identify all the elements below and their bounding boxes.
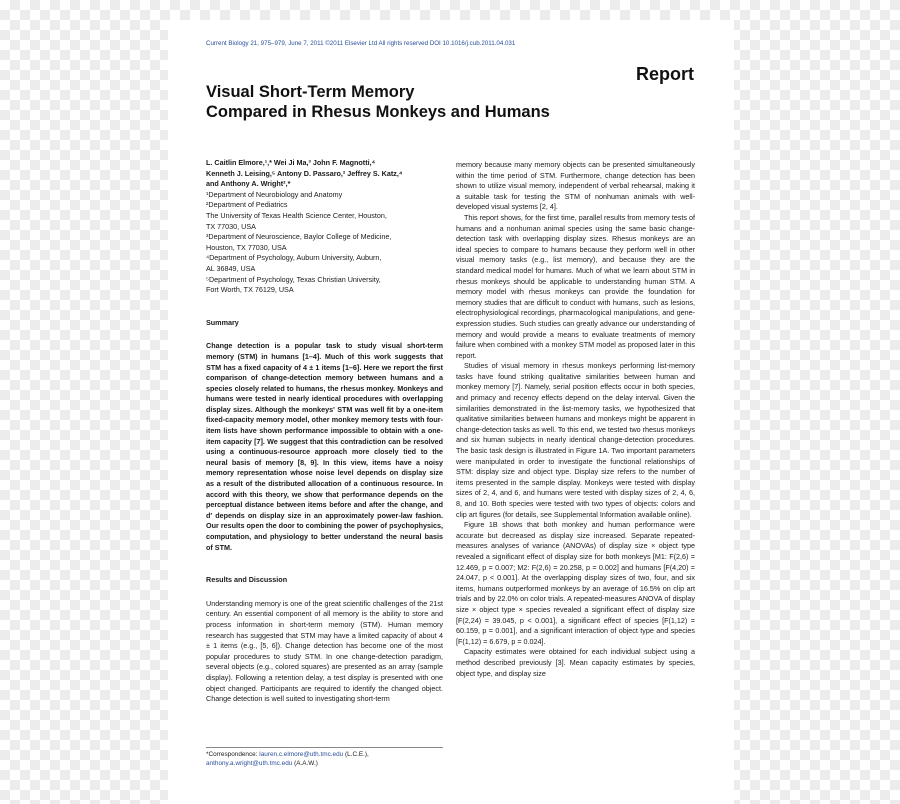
correspondence-footnote [206,747,443,768]
body-paragraph: memory because many memory objects can be presented simultaneously within the time period of STM. Furthermore, change detection has been shown to utilize visual memory, independent of verbal rehearsal, making it a suitable task for testing the STM of nonhuman animals with well-developed visual systems [2, 4]. [456,160,695,212]
body-paragraph: Studies of visual memory in rhesus monkeys performing list-memory tasks have found striking qualitative similarities between human and monkey memory [7]. Namely, serial position effects occur in both species, and primacy and recency effects depend on the delay interval. Given the similarities demonstrated in the list-memory tasks, we hypothesized that qualitative similarities between humans and monkeys might be apparent in change-detection tasks as well. To this end, we tested two rhesus monkeys and six human subjects in nearly identical change-detection procedures. The basic task design is illustrated in Figure 1A. Two important parameters were manipulated in order to investigate the functional relationships of STM: display size and object type. Display size refers to the number of items presented in the sample display. Monkeys were tested with display sizes of 2, 4, and 6, and humans were tested with display sizes of 2, 4, 6, 8, and 10. Both species were tested with two types of objects: colors and clip art figures (for details, see Supplemental Information available online). [456,361,695,519]
affiliation-line: ⁵Department of Psychology, Texas Christian University, [206,274,381,284]
title-line-1: Visual Short-Term Memory [206,83,415,101]
journal-citation: Current Biology 21, 975–979, June 7, 2011 ©2011 Elsevier Ltd All rights reserved DOI 10.1016/j.cub.2011.04.031 [206,40,516,47]
body-paragraph: Figure 1B shows that both monkey and human performance were accurate but decreased as display size increased. Separate repeated-measures analyses of variance (ANOVAs) of display size × object type revealed a significant effect of display size for both monkeys [M1: F(2,6) = 12.469, p = 0.007; M2: F(2,6) = 20.258, p = 0.002] and humans [F(4,20) = 24.047, p < 0.001]. At the overlapping display sizes of two, four, and six items, humans outperformed monkeys by an average of 16.5% on clip art trials and by 22.0% on color trials. A repeated-measures ANOVA of display size × object type × species revealed a significant effect of display size [F(2,24) = 39.045, p < 0.001], a significant effect of species [F(1,12) = 60.159, p = 0.001], and a significant interaction of object type and species [F(1,12) = 6.679, p = 0.024]. [456,520,695,646]
correspondence-initials: (A.A.W.) [294,760,318,767]
left-column [206,158,443,705]
affiliation-line: ³Department of Neuroscience, Baylor College of Medicine, [206,232,392,242]
affiliation-line: ¹Department of Neurobiology and Anatomy [206,189,343,199]
affiliation-line: AL 36849, USA [206,263,256,273]
results-heading: Results and Discussion [206,575,288,585]
paper-page [168,20,734,804]
summary-paragraph: Change detection is a popular task to study visual short-term memory (STM) in humans [1–4]. Much of this work suggests that STM has a fixed capacity of 4 ± 1 items [1–6]. Here we report the first comparison of change-detection memory between humans and a species closely related to humans, the rhesus monkey. Monkeys and humans were tested in nearly identical procedures with overlapping display sizes. Although the monkeys' STM was well fit by a one-item fixed-capacity memory model, other monkey memory tests with four-item lists have shown performance impossible to obtain with a one-item capacity [7]. We suggest that this contradiction can be resolved using a continuous-resource approach more closely tied to the neural basis of memory [8, 9]. In this view, items have a noisy memory representation whose noise level depends on display size as a result of the distributed allocation of a continuous resource. In accord with this theory, we show that performance depends on the perceptual distance between items before and after the change, and d′ depends on display size in an approximately power-law fashion. Our results open the door to combining the power of psychophysics, computation, and physiology to better understand the neural basis of STM. [206,341,443,552]
affiliations [206,190,443,296]
title-line-2: Compared in Rhesus Monkeys and Humans [206,103,550,121]
article-title [206,82,686,122]
summary-heading: Summary [206,317,239,327]
author-line: and Anthony A. Wright²,* [206,179,291,189]
author-list [206,158,443,190]
affiliation-line: ²Department of Pediatrics [206,200,288,210]
affiliation-line: The University of Texas Health Science Center, Houston, [206,210,387,220]
correspondence-initials: (L.C.E.), [345,751,369,758]
author-line: L. Caitlin Elmore,¹,* Wei Ji Ma,³ John F. Magnotti,⁴ [206,158,376,167]
results-paragraph: Understanding memory is one of the great scientific challenges of the 21st century. An essential component of all memory is the ability to store and process information in short-term memory (STM). Human memory research has suggested that STM may have a limited capacity of about 4 ± 1 items (e.g., [5, 6]). Change detection has become one of the most popular procedures to study STM. In one change-detection paradigm, several objects (e.g., colored squares) are presented as an array (sample display). Following a retention delay, a test display is presented with one object changed. Participants are required to identify the changed object. Change detection is well suited to investigating short-term [206,598,443,704]
body-paragraph: Capacity estimates were obtained for each individual subject using a method described previously [3]. Mean capacity estimates by species, object type, and display size [456,647,695,678]
correspondence-label: *Correspondence: [206,751,258,758]
affiliation-line: ⁴Department of Psychology, Auburn University, Auburn, [206,253,382,263]
body-paragraph: This report shows, for the first time, parallel results from memory tests of humans and a nonhuman animal species using the same basic change-detection task with overlapping display sizes. Rhesus monkeys are an ideal species to compare to humans because they perform well in other visual memory tasks (e.g., list memory), and because they are the standard medical model for humans. Much of what we learn about STM in rhesus monkeys should be applicable to understanding human STM. A memory model with rhesus monkeys can provide the foundation for memory studies that are difficult to conduct with humans, such as lesions, electrophysiological recordings, pharmacological manipulations, and gene-expression studies. Such studies can greatly advance our understanding of memory and would provide a means to evaluate treatments of memory failure when combined with a monkey STM model as proposed later in this report. [456,212,695,360]
author-line: Kenneth J. Leising,⁵ Antony D. Passaro,² Jeffrey S. Katz,⁴ [206,168,403,178]
affiliation-line: TX 77030, USA [206,221,256,231]
right-column [456,160,695,679]
email-link[interactable]: lauren.c.elmore@uth.tmc.edu [259,751,344,758]
affiliation-line: Fort Worth, TX 76129, USA [206,285,294,295]
affiliation-line: Houston, TX 77030, USA [206,242,287,252]
article-type-label: Report [636,64,694,84]
email-link[interactable]: anthony.a.wright@uth.tmc.edu [206,760,293,767]
